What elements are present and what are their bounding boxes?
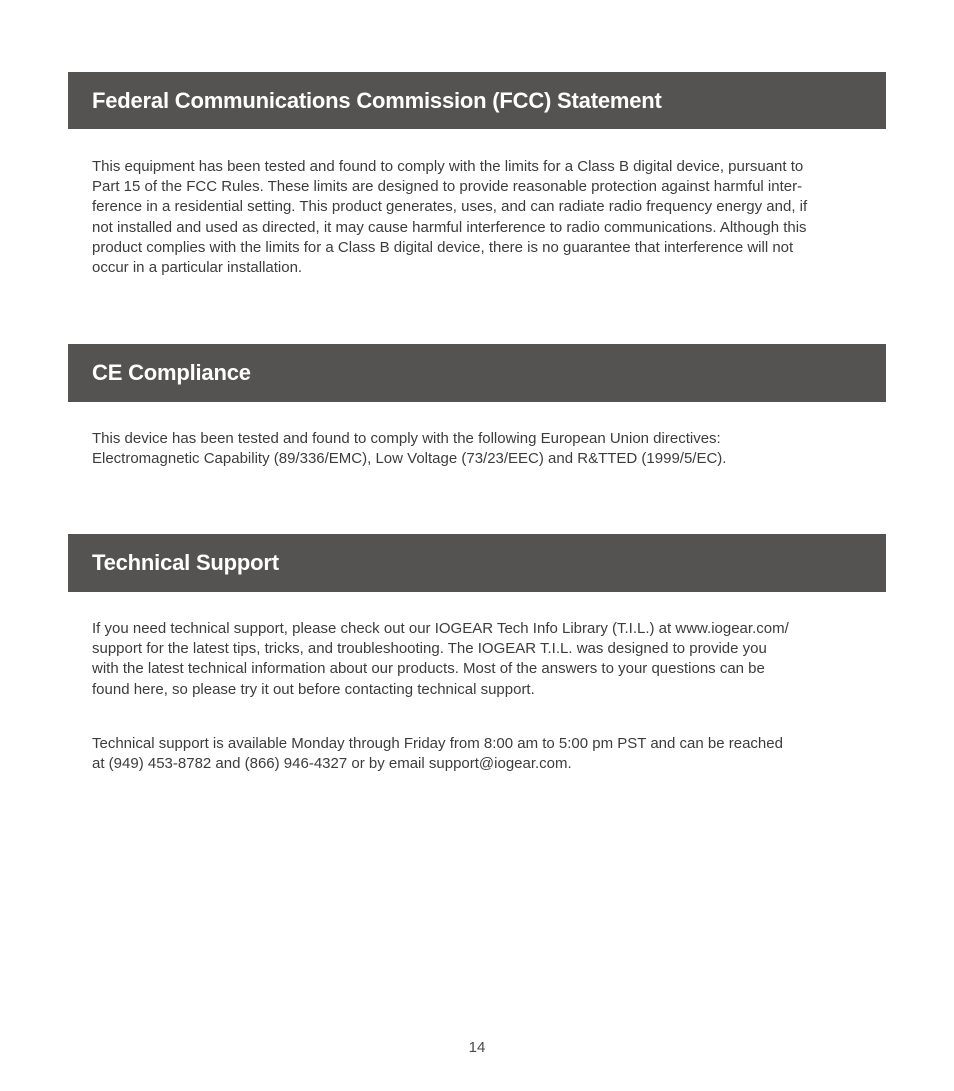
paragraph-line: not installed and used as directed, it may cause harmful interference to radio communications. Although this — [92, 218, 807, 236]
paragraph-line: Part 15 of the FCC Rules. These limits are designed to provide reasonable protection against harmful inter- — [92, 178, 803, 196]
ce-section-header — [68, 344, 886, 402]
paragraph-line: occur in a particular installation. — [92, 259, 303, 277]
paragraph-line: This equipment has been tested and found to comply with the limits for a Class B digital device, pursuant to — [92, 158, 804, 175]
paragraph-line: ference in a residential setting. This product generates, uses, and can radiate radio frequency energy and, if — [92, 198, 808, 216]
ce-compliance-paragraph — [92, 429, 867, 469]
fcc-section-title: Federal Communications Commission (FCC) Statement — [92, 87, 662, 113]
paragraph-line: found here, so please try it out before contacting technical support. — [92, 680, 535, 698]
paragraph-line: Technical support is available Monday through Friday from 8:00 am to 5:00 pm PST and can be reached — [92, 735, 783, 752]
ce-section-title: CE Compliance — [92, 360, 251, 385]
page-number: 14 — [468, 1039, 486, 1056]
fcc-statement-paragraph — [92, 157, 867, 278]
fcc-section-header — [68, 72, 886, 129]
paragraph-line: If you need technical support, please check out our IOGEAR Tech Info Library (T.I.L.) at www.iogear.com/ — [92, 620, 789, 637]
paragraph-line: at (949) 453-8782 and (866) 946-4327 or by email support@iogear.com. — [92, 755, 572, 773]
paragraph-line: product complies with the limits for a Class B digital device, there is no guarantee that interference will not — [92, 238, 794, 256]
paragraph-line: Electromagnetic Capability (89/336/EMC), Low Voltage (73/23/EEC) and R&TTED (1999/5/EC). — [92, 450, 727, 468]
tech-support-paragraph-2 — [92, 734, 867, 774]
tech-support-section-header — [68, 534, 886, 592]
paragraph-line: support for the latest tips, tricks, and troubleshooting. The IOGEAR T.I.L. was designed to provide you — [92, 640, 767, 658]
paragraph-line: with the latest technical information about our products. Most of the answers to your questions can be — [92, 660, 765, 678]
tech-support-paragraph-1 — [92, 619, 867, 700]
paragraph-line: This device has been tested and found to comply with the following European Union directives: — [92, 430, 721, 447]
tech-support-section-title: Technical Support — [92, 550, 279, 575]
